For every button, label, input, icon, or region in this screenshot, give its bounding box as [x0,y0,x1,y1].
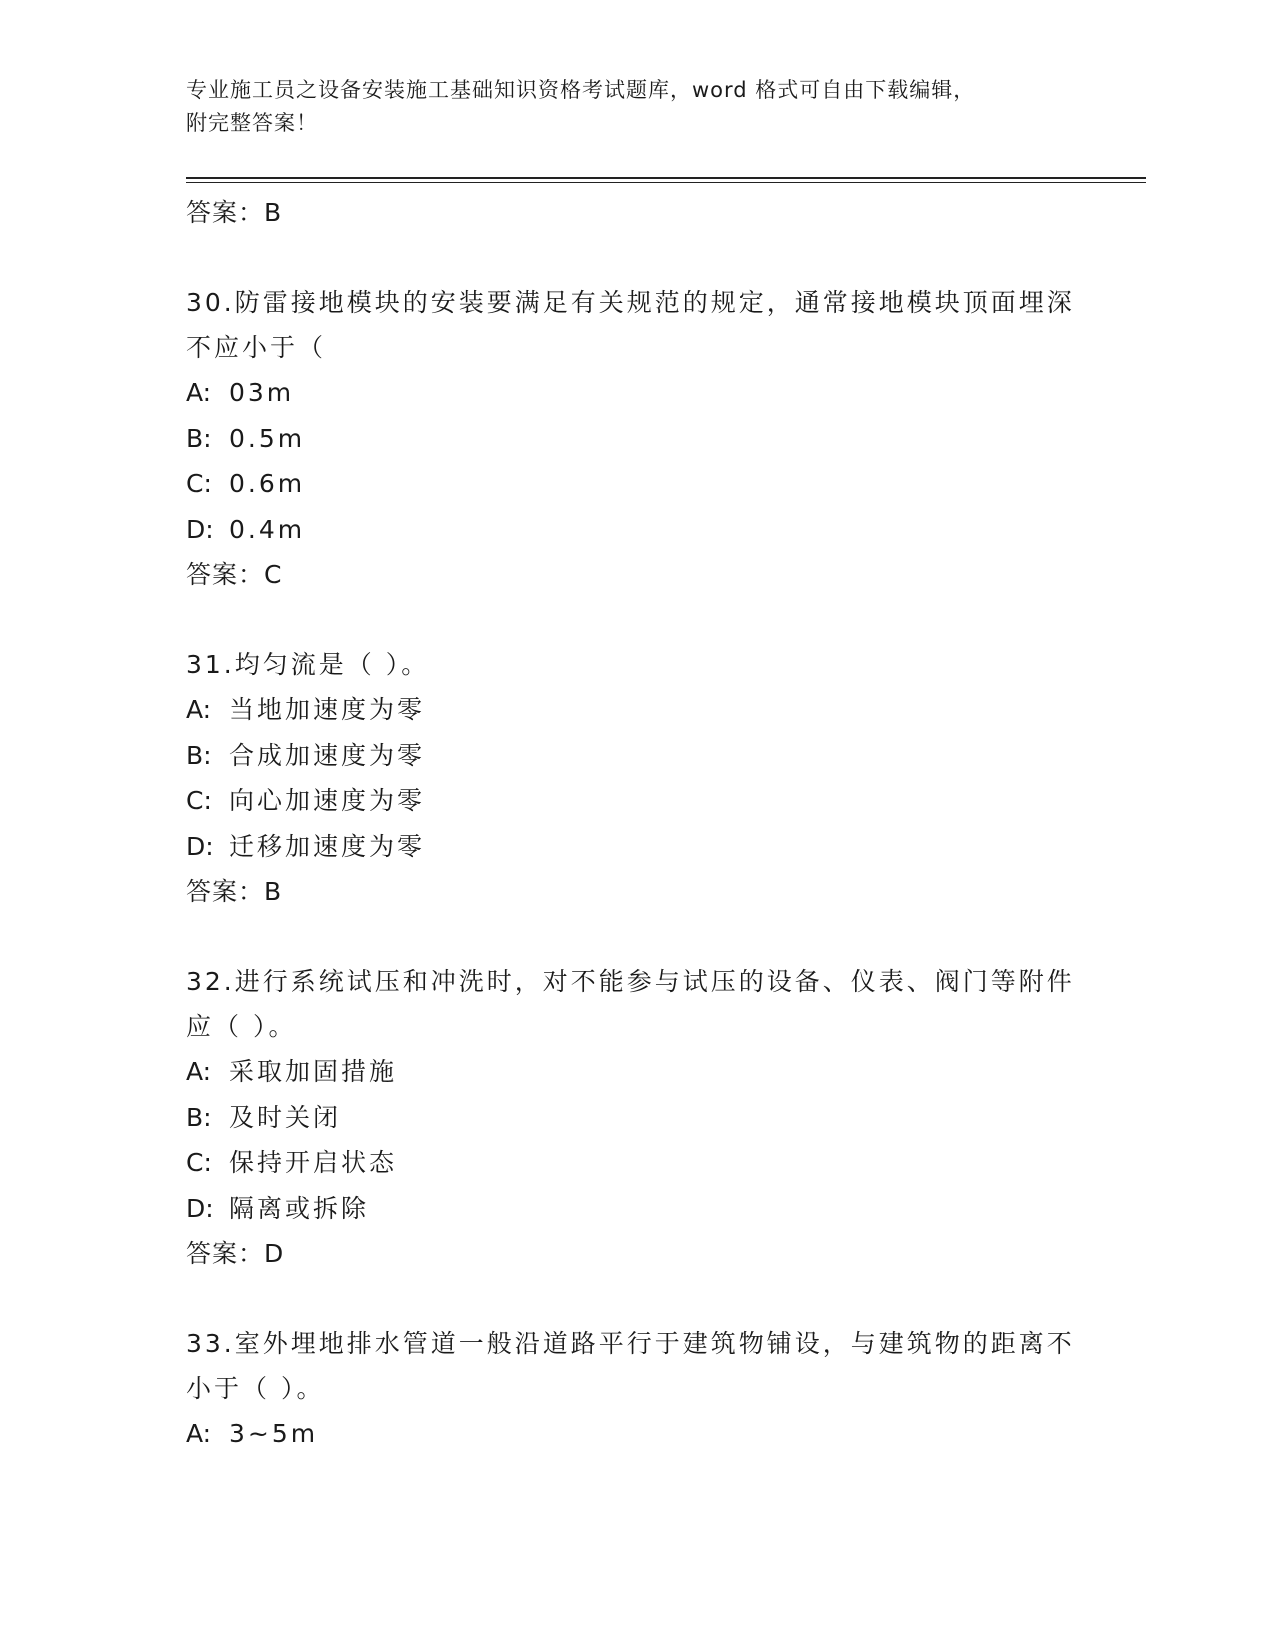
header-divider-thick [186,177,1146,179]
option-b [186,733,1086,779]
option-label: B: [186,740,212,770]
option-d [186,507,1086,553]
option-b [186,416,1086,462]
option-label: C: [186,1148,212,1177]
option-text: 向心加速度为零 [229,786,426,815]
option-text: 0.5m [229,423,306,453]
option-text: 及时关闭 [229,1102,342,1132]
option-text: 0.4m [229,514,306,544]
option-d [186,1186,1086,1232]
header-line-2: 附完整答案！ [186,111,318,135]
option-label: C: [186,786,212,815]
option-text: 3~5m [229,1419,319,1448]
question-block [186,1321,1086,1457]
option-d [186,824,1086,870]
header-line-1: 专业施工员之设备安装施工基础知识资格考试题库，word 格式可自由下载编辑， [186,78,976,102]
answer-line: 答案：D [186,1239,285,1268]
option-c [186,1140,1086,1186]
question-block [186,280,1086,598]
option-text: 迁移加速度为零 [229,831,426,861]
option-text: 合成加速度为零 [229,740,426,770]
question-block [186,959,1086,1277]
question-text: 30.防雷接地模块的安装要满足有关规范的规定，通常接地模块顶面埋深不应小于（ [186,288,1075,362]
option-a [186,1049,1086,1095]
option-c [186,461,1086,507]
answer-line: 答案：C [186,560,283,589]
answer-line: 答案：B [186,877,283,906]
option-label: A: [186,1057,212,1086]
option-text: 采取加固措施 [229,1057,398,1086]
question-text: 32.进行系统试压和冲洗时，对不能参与试压的设备、仪表、阀门等附件应（ ）。 [186,967,1075,1041]
option-text: 隔离或拆除 [229,1193,370,1223]
question-list [186,190,1086,1457]
option-label: C: [186,469,212,498]
option-a [186,687,1086,733]
option-label: B: [186,423,212,453]
question-text: 33.室外埋地排水管道一般沿道路平行于建筑物铺设，与建筑物的距离不小于（ ）。 [186,1329,1075,1403]
document-header [186,74,1066,140]
option-text: 0.6m [229,469,306,498]
option-label: D: [186,514,214,544]
option-label: B: [186,1102,212,1132]
question-text: 31.均匀流是（ ）。 [186,650,430,679]
option-text: 保持开启状态 [229,1148,398,1177]
option-b [186,1095,1086,1141]
option-text: 03m [229,378,295,407]
option-label: D: [186,831,214,861]
question-block [186,642,1086,915]
option-label: A: [186,695,212,724]
option-a [186,1411,1086,1457]
option-label: A: [186,378,212,407]
option-text: 当地加速度为零 [229,695,426,724]
answer-line: 答案：B [186,198,283,227]
option-a [186,370,1086,416]
header-divider-thin [186,182,1146,183]
option-label: A: [186,1419,212,1448]
option-label: D: [186,1193,214,1223]
option-c [186,778,1086,824]
